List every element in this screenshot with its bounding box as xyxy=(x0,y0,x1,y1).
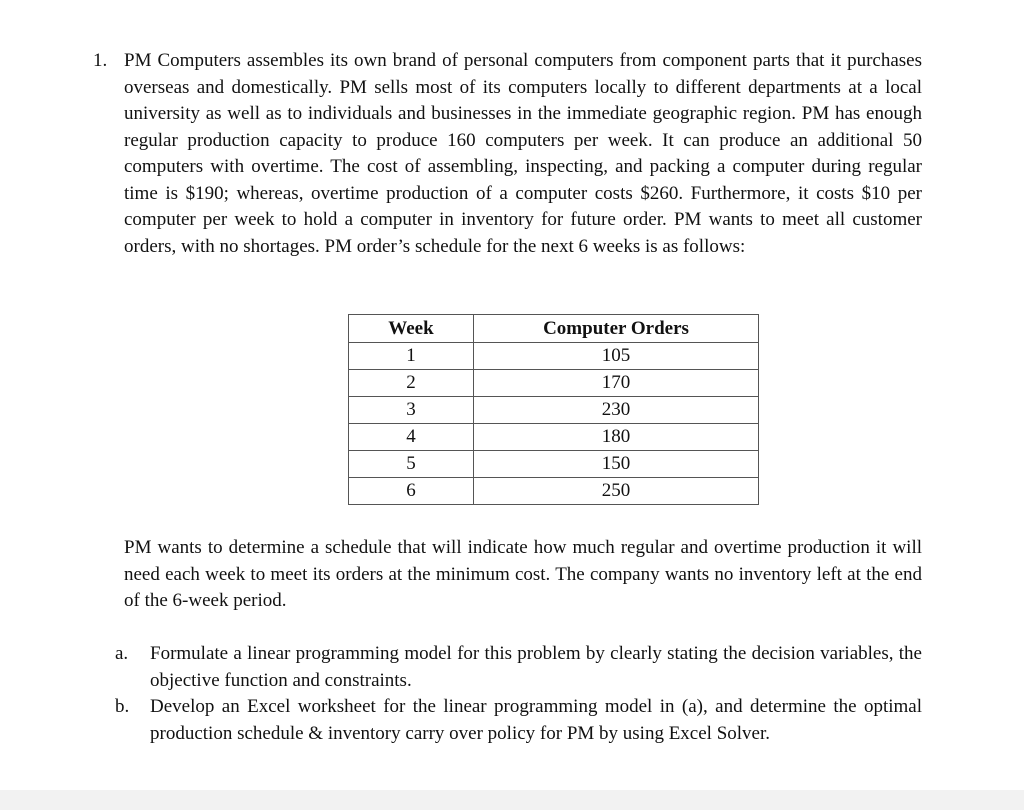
orders-cell: 180 xyxy=(474,424,759,451)
sub-question-b xyxy=(115,694,922,747)
sub-question-label: a. xyxy=(115,643,129,664)
orders-cell: 230 xyxy=(474,397,759,424)
table-row xyxy=(349,424,759,451)
followup-paragraph: PM wants to determine a schedule that will indicate how much regular and overtime production it will need each week to meet its orders at the minimum cost. The company wants no inventory left at the end of the 6-week period. xyxy=(124,537,922,611)
table-header-row xyxy=(349,315,759,343)
sub-question-list xyxy=(115,641,922,747)
question-1 xyxy=(93,48,922,260)
week-cell: 4 xyxy=(349,424,474,451)
week-cell: 2 xyxy=(349,370,474,397)
sub-question-a xyxy=(115,641,922,694)
question-body xyxy=(124,48,922,260)
orders-cell: 170 xyxy=(474,370,759,397)
header-week: Week xyxy=(349,315,474,343)
orders-cell: 150 xyxy=(474,451,759,478)
bottom-strip xyxy=(0,790,1024,810)
table-row xyxy=(349,397,759,424)
sub-question-label: b. xyxy=(115,696,130,717)
intro-paragraph: PM Computers assembles its own brand of personal computers from component parts that it purchases overseas and domestically. PM sells most of its computers locally to different departments at a local university as well as to individuals and businesses in the immediate geographic region. PM has enough regular production capacity to produce 160 computers per week. It can produce an additional 50 computers with overtime. The cost of assembling, inspecting, and packing a computer during regular time is $190; whereas, overtime production of a computer costs $260. Furthermore, it costs $10 per computer per week to hold a computer in inventory for future order. PM wants to meet all customer orders, with no shortages. PM order’s schedule for the next 6 weeks is as follows: xyxy=(124,50,922,257)
sub-question-text: Formulate a linear programming model for this problem by clearly stating the decision variables, the objective function and constraints. xyxy=(150,643,922,691)
orders-table xyxy=(348,314,759,505)
question-number: 1. xyxy=(93,50,108,71)
week-cell: 6 xyxy=(349,478,474,505)
table-row xyxy=(349,343,759,370)
sub-question-text: Develop an Excel worksheet for the linear programming model in (a), and determine the optimal production schedule & inventory carry over policy for PM by using Excel Solver. xyxy=(150,696,922,744)
orders-cell: 250 xyxy=(474,478,759,505)
table-row xyxy=(349,370,759,397)
week-cell: 1 xyxy=(349,343,474,370)
week-cell: 3 xyxy=(349,397,474,424)
orders-cell: 105 xyxy=(474,343,759,370)
header-computer-orders: Computer Orders xyxy=(474,315,759,343)
table-row xyxy=(349,478,759,505)
week-cell: 5 xyxy=(349,451,474,478)
table-row xyxy=(349,451,759,478)
